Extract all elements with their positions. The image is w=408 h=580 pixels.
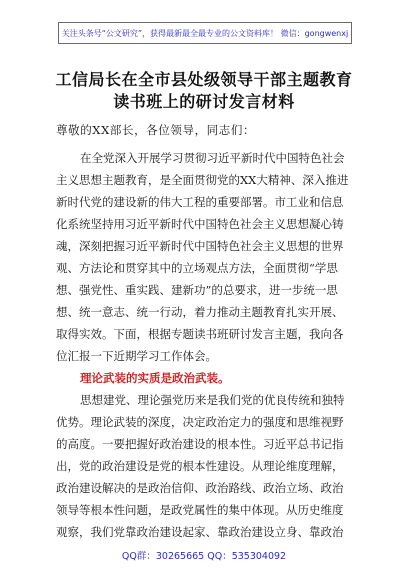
- contact-footer: QQ群：30265665 QQ：535304092: [121, 551, 287, 562]
- paragraph-2-line: 领导等根本性问题，是政党属性的集中体现。从历史维度: [56, 503, 344, 517]
- promo-banner-text: 关注头条号“公文研究”，获得最新最全最专业的公文资料库！ 微信：gongwenxj: [61, 28, 349, 38]
- section-heading: 理论武装的实质是政治武装。: [80, 371, 230, 385]
- greeting: 尊敬的XX部长，各位领导，同志们：: [56, 123, 256, 137]
- paragraph-2-line: 的高度。一要把握好政治建设的根本性。习近平总书记指: [56, 437, 344, 451]
- paragraph-1-line: 观、方法论和贯穿其中的立场观点方法，全面贯彻“学思: [56, 261, 338, 275]
- promo-banner: [58, 22, 352, 44]
- paragraph-1-line: 想、强党性、重实践、建新功”的总要求，进一步统一思: [56, 283, 338, 297]
- paragraph-1-line: 化系统坚持用习近平新时代中国特色社会主义思想凝心铸: [56, 217, 344, 231]
- paragraph-1-line: 取得实效。下面，根据专题读书班研讨发言主题，我向各: [56, 327, 344, 341]
- paragraph-1-line: 新时代党的建设新的伟大工程的重要部署。市工业和信息: [56, 195, 344, 209]
- paragraph-1-line: 主义思想主题教育，是全面贯彻党的XX大精神、深入推进: [56, 173, 349, 187]
- paragraph-2-line: 出，党的政治建设是党的根本性建设。从理论维度理解，: [56, 459, 344, 473]
- paragraph-2-line: 观察，我们党靠政治建设起家、靠政治建设立身、靠政治: [56, 525, 344, 539]
- paragraph-1-line: 在全党深入开展学习贯彻习近平新时代中国特色社会: [80, 151, 345, 165]
- paragraph-2-line: 优势。理论武装的深度，决定政治定力的强度和思维视野: [56, 415, 344, 429]
- document-title-line-1: 工信局长在全市县处级领导干部主题教育: [55, 70, 353, 89]
- paragraph-1-line: 想、统一意志、统一行动，着力推动主题教育扎实开展、: [56, 305, 344, 319]
- paragraph-1-line: 魂，深刻把握习近平新时代中国特色社会主义思想的世界: [56, 239, 344, 253]
- paragraph-1-line: 位汇报一下近期学习工作体会。: [56, 349, 217, 363]
- document-title-line-2: 读书班上的研讨发言材料: [113, 92, 295, 111]
- paragraph-2-line: 思想建党、理论强党历来是我们党的优良传统和独特: [80, 393, 345, 407]
- paragraph-2-line: 政治建设解决的是政治信仰、政治路线、政治立场、政治: [56, 481, 344, 495]
